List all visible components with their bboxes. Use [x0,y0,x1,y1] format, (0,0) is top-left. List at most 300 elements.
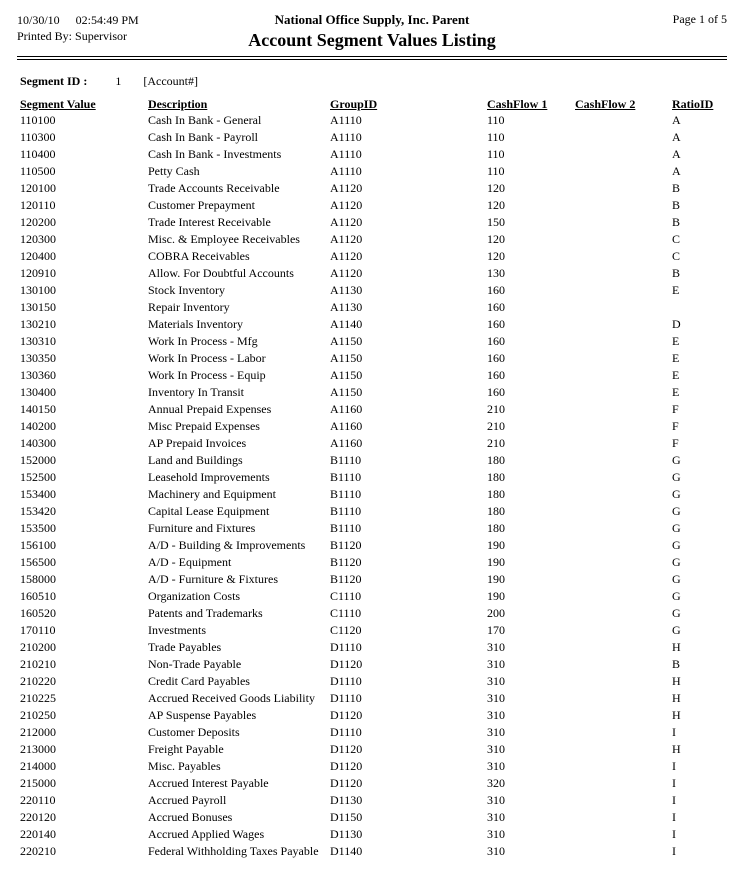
table-cell: 160520 [20,606,56,620]
table-cell: D1110 [330,691,362,705]
table-cell: B1120 [330,572,362,586]
table-cell: A1160 [330,419,363,433]
table-row [20,112,728,129]
table-cell: A [672,113,681,127]
table-cell: Work In Process - Mfg [148,334,258,348]
table-cell: B [672,215,681,229]
table-cell [575,792,672,809]
table-cell: A1120 [330,181,363,195]
report-header [17,12,727,51]
table-cell: H [672,640,681,654]
table-cell: Machinery and Equipment [148,487,276,501]
page-number: Page 1 of 5 [672,12,727,26]
table-cell [575,418,672,435]
table-cell: 180 [487,504,505,518]
table-cell: Trade Interest Receivable [148,215,271,229]
table-cell [575,180,672,197]
table-cell: 160510 [20,589,56,603]
table-header-row [20,93,728,112]
table-cell: Credit Card Payables [148,674,250,688]
table-row [20,656,728,673]
table-cell: G [672,538,681,552]
table-row [20,792,728,809]
table-cell: 160 [487,334,505,348]
table-cell [575,197,672,214]
table-cell: 160 [487,317,505,331]
table-cell: A1160 [330,436,363,450]
table-cell: D [672,317,681,331]
table-cell: 130150 [20,300,56,314]
table-cell: 120910 [20,266,56,280]
table-cell [575,282,672,299]
table-cell: 310 [487,708,505,722]
table-row [20,282,728,299]
table-cell: 310 [487,793,505,807]
table-cell: 140200 [20,419,56,433]
table-cell: Cash In Bank - General [148,113,262,127]
table-cell: 190 [487,538,505,552]
table-cell: D1110 [330,725,362,739]
table-cell: 140300 [20,436,56,450]
table-cell [575,129,672,146]
table-cell: A1150 [330,351,363,365]
table-cell: 180 [487,453,505,467]
table-row [20,690,728,707]
table-cell: 110400 [20,147,56,161]
table-cell: A1110 [330,164,362,178]
table-cell [575,163,672,180]
table-cell: Petty Cash [148,164,200,178]
table-cell: A/D - Building & Improvements [148,538,306,552]
table-cell [575,435,672,452]
segment-name: [Account#] [143,74,198,88]
table-cell: F [672,436,679,450]
table-cell: 120300 [20,232,56,246]
table-cell: 120400 [20,249,56,263]
table-cell [575,571,672,588]
table-cell: A1150 [330,368,363,382]
table-cell [575,469,672,486]
table-row [20,605,728,622]
table-cell: A [672,130,681,144]
table-cell: B1110 [330,453,362,467]
table-row [20,622,728,639]
table-cell: Leasehold Improvements [148,470,270,484]
table-cell: 160 [487,351,505,365]
table-cell: A1160 [330,402,363,416]
table-cell: G [672,589,681,603]
table-row [20,265,728,282]
table-row [20,384,728,401]
table-row [20,401,728,418]
table-cell: 214000 [20,759,56,773]
table-cell [575,843,672,860]
table-cell: C1120 [330,623,362,637]
table-cell: Misc. & Employee Receivables [148,232,300,246]
table-cell [575,146,672,163]
table-cell: Repair Inventory [148,300,230,314]
table-cell: 210210 [20,657,56,671]
table-cell: 210225 [20,691,56,705]
table-row [20,248,728,265]
table-cell: Customer Prepayment [148,198,255,212]
table-cell: G [672,453,681,467]
table-cell: 310 [487,674,505,688]
table-cell: A1130 [330,300,363,314]
table-cell: 190 [487,589,505,603]
table-row [20,197,728,214]
table-row [20,554,728,571]
table-cell [575,826,672,843]
table-cell: E [672,351,680,365]
table-cell: 130 [487,266,505,280]
table-cell: G [672,470,681,484]
table-cell: A1150 [330,385,363,399]
table-row [20,367,728,384]
table-cell: Misc. Payables [148,759,221,773]
table-cell [575,656,672,673]
table-row [20,673,728,690]
table-cell: I [672,793,676,807]
table-cell: D1140 [330,844,363,858]
table-cell [575,707,672,724]
table-cell: 170110 [20,623,56,637]
table-cell: G [672,572,681,586]
segment-id-line [20,74,724,89]
table-cell: 158000 [20,572,56,586]
table-cell: 213000 [20,742,56,756]
table-cell: A1150 [330,334,363,348]
table-row [20,639,728,656]
table-cell: 120200 [20,215,56,229]
table-cell: 210200 [20,640,56,654]
table-cell: 120 [487,181,505,195]
table-cell: 180 [487,521,505,535]
table-cell: 120 [487,198,505,212]
table-cell: 160 [487,385,505,399]
table-cell [575,486,672,503]
table-cell: E [672,334,680,348]
table-cell [575,350,672,367]
table-cell: 130100 [20,283,56,297]
column-header-groupid: GroupID [330,97,378,111]
column-header-ratioid: RatioID [672,97,714,111]
table-cell [575,775,672,792]
table-cell: E [672,385,680,399]
table-cell [575,605,672,622]
table-cell: Accrued Bonuses [148,810,233,824]
table-cell: 120 [487,249,505,263]
print-datetime [17,12,202,28]
table-cell: 220110 [20,793,56,807]
table-row [20,537,728,554]
table-cell: A1120 [330,266,363,280]
table-cell: G [672,487,681,501]
printed-by-value: Supervisor [75,29,128,44]
table-cell [575,741,672,758]
table-cell [575,554,672,571]
header-center [202,12,542,51]
table-cell: B1120 [330,555,362,569]
table-cell [575,537,672,554]
table-cell: B [672,266,681,280]
table-cell: 110500 [20,164,56,178]
table-row [20,469,728,486]
table-cell: 153400 [20,487,56,501]
table-cell: 130400 [20,385,56,399]
table-cell: 310 [487,691,505,705]
table-cell: Accrued Applied Wages [148,827,265,841]
table-cell: AP Suspense Payables [148,708,257,722]
table-cell: D1110 [330,674,362,688]
table-cell [575,503,672,520]
table-row [20,724,728,741]
table-cell: 120110 [20,198,56,212]
column-header-cashflow-1: CashFlow 1 [487,97,548,111]
table-cell: Furniture and Fixtures [148,521,256,535]
table-cell: 110100 [20,113,56,127]
table-cell [575,316,672,333]
table-row [20,826,728,843]
table-cell: 180 [487,470,505,484]
table-cell: 110 [487,164,505,178]
table-cell: G [672,623,681,637]
table-cell: B1110 [330,487,362,501]
table-row [20,316,728,333]
table-cell: I [672,725,676,739]
table-cell: C [672,249,681,263]
table-cell: A1120 [330,215,363,229]
table-cell: G [672,606,681,620]
table-cell: A/D - Furniture & Fixtures [148,572,278,586]
table-cell [575,809,672,826]
table-cell: 212000 [20,725,56,739]
table-cell: Accrued Interest Payable [148,776,269,790]
table-cell: 160 [487,368,505,382]
table-cell: 310 [487,759,505,773]
table-cell: A1110 [330,113,362,127]
table-cell: D1120 [330,742,363,756]
table-cell: D1120 [330,708,363,722]
table-cell [575,673,672,690]
table-cell: Patents and Trademarks [148,606,263,620]
table-row [20,214,728,231]
table-row [20,775,728,792]
table-cell: 140150 [20,402,56,416]
table-cell: Cash In Bank - Payroll [148,130,258,144]
table-cell [672,299,728,316]
table-cell [575,401,672,418]
table-cell: B [672,198,681,212]
table-cell: 110 [487,113,505,127]
table-cell: 210 [487,419,505,433]
table-cell: Freight Payable [148,742,224,756]
table-cell: E [672,368,680,382]
table-row [20,758,728,775]
table-cell: H [672,674,681,688]
table-cell: A1120 [330,198,363,212]
table-cell [575,724,672,741]
table-row [20,809,728,826]
table-cell: 310 [487,640,505,654]
table-row [20,452,728,469]
table-cell [575,622,672,639]
printed-by-line [17,28,202,44]
table-cell: 120100 [20,181,56,195]
table-cell: B1110 [330,521,362,535]
table-cell: 130350 [20,351,56,365]
table-row [20,588,728,605]
table-cell: 180 [487,487,505,501]
table-cell: 110300 [20,130,56,144]
table-cell: A1120 [330,249,363,263]
column-header-segment-value: Segment Value [20,97,96,111]
table-cell: C1110 [330,606,362,620]
table-cell [575,214,672,231]
table-cell: 160 [487,283,505,297]
table-cell: AP Prepaid Invoices [148,436,247,450]
table-cell: 152000 [20,453,56,467]
table-cell: G [672,504,681,518]
table-cell: Misc Prepaid Expenses [148,419,260,433]
table-cell: D1120 [330,657,363,671]
report-title: Account Segment Values Listing [248,30,496,50]
table-cell: A [672,147,681,161]
table-cell: Inventory In Transit [148,385,244,399]
table-cell: Trade Accounts Receivable [148,181,280,195]
table-cell: 153500 [20,521,56,535]
table-cell: H [672,708,681,722]
table-cell [575,452,672,469]
table-cell [575,520,672,537]
table-cell: A/D - Equipment [148,555,232,569]
segment-id-label: Segment ID : [20,74,88,88]
table-cell: 160 [487,300,505,314]
table-row [20,350,728,367]
table-cell: D1150 [330,810,363,824]
table-cell: 153420 [20,504,56,518]
table-cell: Work In Process - Equip [148,368,266,382]
table-cell: 310 [487,810,505,824]
table-cell: H [672,742,681,756]
table-cell: Non-Trade Payable [148,657,242,671]
table-row [20,299,728,316]
table-cell: 320 [487,776,505,790]
table-cell: 310 [487,827,505,841]
table-cell: 210250 [20,708,56,722]
table-cell: 190 [487,555,505,569]
table-cell: D1120 [330,776,363,790]
table-cell: E [672,283,680,297]
table-cell: Annual Prepaid Expenses [148,402,272,416]
table-cell: G [672,521,681,535]
table-cell: I [672,776,676,790]
table-cell: 210220 [20,674,56,688]
table-row [20,503,728,520]
table-cell [575,384,672,401]
table-cell: 110 [487,147,505,161]
table-row [20,180,728,197]
table-cell: Customer Deposits [148,725,240,739]
table-row [20,146,728,163]
table-cell: G [672,555,681,569]
table-cell: 130360 [20,368,56,382]
table-cell: A1130 [330,283,363,297]
table-cell: A1120 [330,232,363,246]
table-cell: I [672,827,676,841]
table-cell: 215000 [20,776,56,790]
table-body [20,112,728,860]
table-cell: F [672,419,679,433]
table-cell: A1140 [330,317,363,331]
table-row [20,231,728,248]
table-cell: 210 [487,436,505,450]
column-header-description: Description [148,97,208,111]
table-cell: 310 [487,725,505,739]
table-cell: 220120 [20,810,56,824]
table-cell [575,333,672,350]
table-cell: 310 [487,844,505,858]
table-cell [575,588,672,605]
table-cell: B1110 [330,504,362,518]
table-cell: Trade Payables [148,640,222,654]
table-cell: Federal Withholding Taxes Payable [148,844,319,858]
table-row [20,707,728,724]
table-row [20,520,728,537]
print-time: 02:54:49 PM [75,13,139,27]
table-cell: B [672,657,681,671]
table-cell: 110 [487,130,505,144]
table-cell: C1110 [330,589,362,603]
table-cell [575,112,672,129]
table-cell: 220210 [20,844,56,858]
segment-id-value: 1 [115,74,122,88]
table-cell: I [672,810,676,824]
table-cell: 130310 [20,334,56,348]
table-row [20,571,728,588]
table-cell [575,639,672,656]
table-cell: Work In Process - Labor [148,351,266,365]
table-cell: Materials Inventory [148,317,243,331]
table-cell: 310 [487,742,505,756]
table-cell: 170 [487,623,505,637]
table-cell: Organization Costs [148,589,241,603]
table-cell: 150 [487,215,505,229]
table-cell: 156100 [20,538,56,552]
table-row [20,486,728,503]
table-cell: Stock Inventory [148,283,225,297]
table-cell: Investments [148,623,206,637]
table-cell: 220140 [20,827,56,841]
table-cell [575,758,672,775]
table-cell: D1110 [330,640,362,654]
table-cell [575,231,672,248]
table-cell: D1120 [330,759,363,773]
table-row [20,129,728,146]
header-divider [17,56,727,60]
table-row [20,435,728,452]
table-cell: 152500 [20,470,56,484]
table-cell: B1120 [330,538,362,552]
table-cell: 120 [487,232,505,246]
table-row [20,741,728,758]
table-cell: B [672,181,681,195]
table-cell [575,690,672,707]
table-row [20,333,728,350]
table-cell: 200 [487,606,505,620]
company-name: National Office Supply, Inc. Parent [274,12,470,27]
table-cell: Accrued Payroll [148,793,227,807]
